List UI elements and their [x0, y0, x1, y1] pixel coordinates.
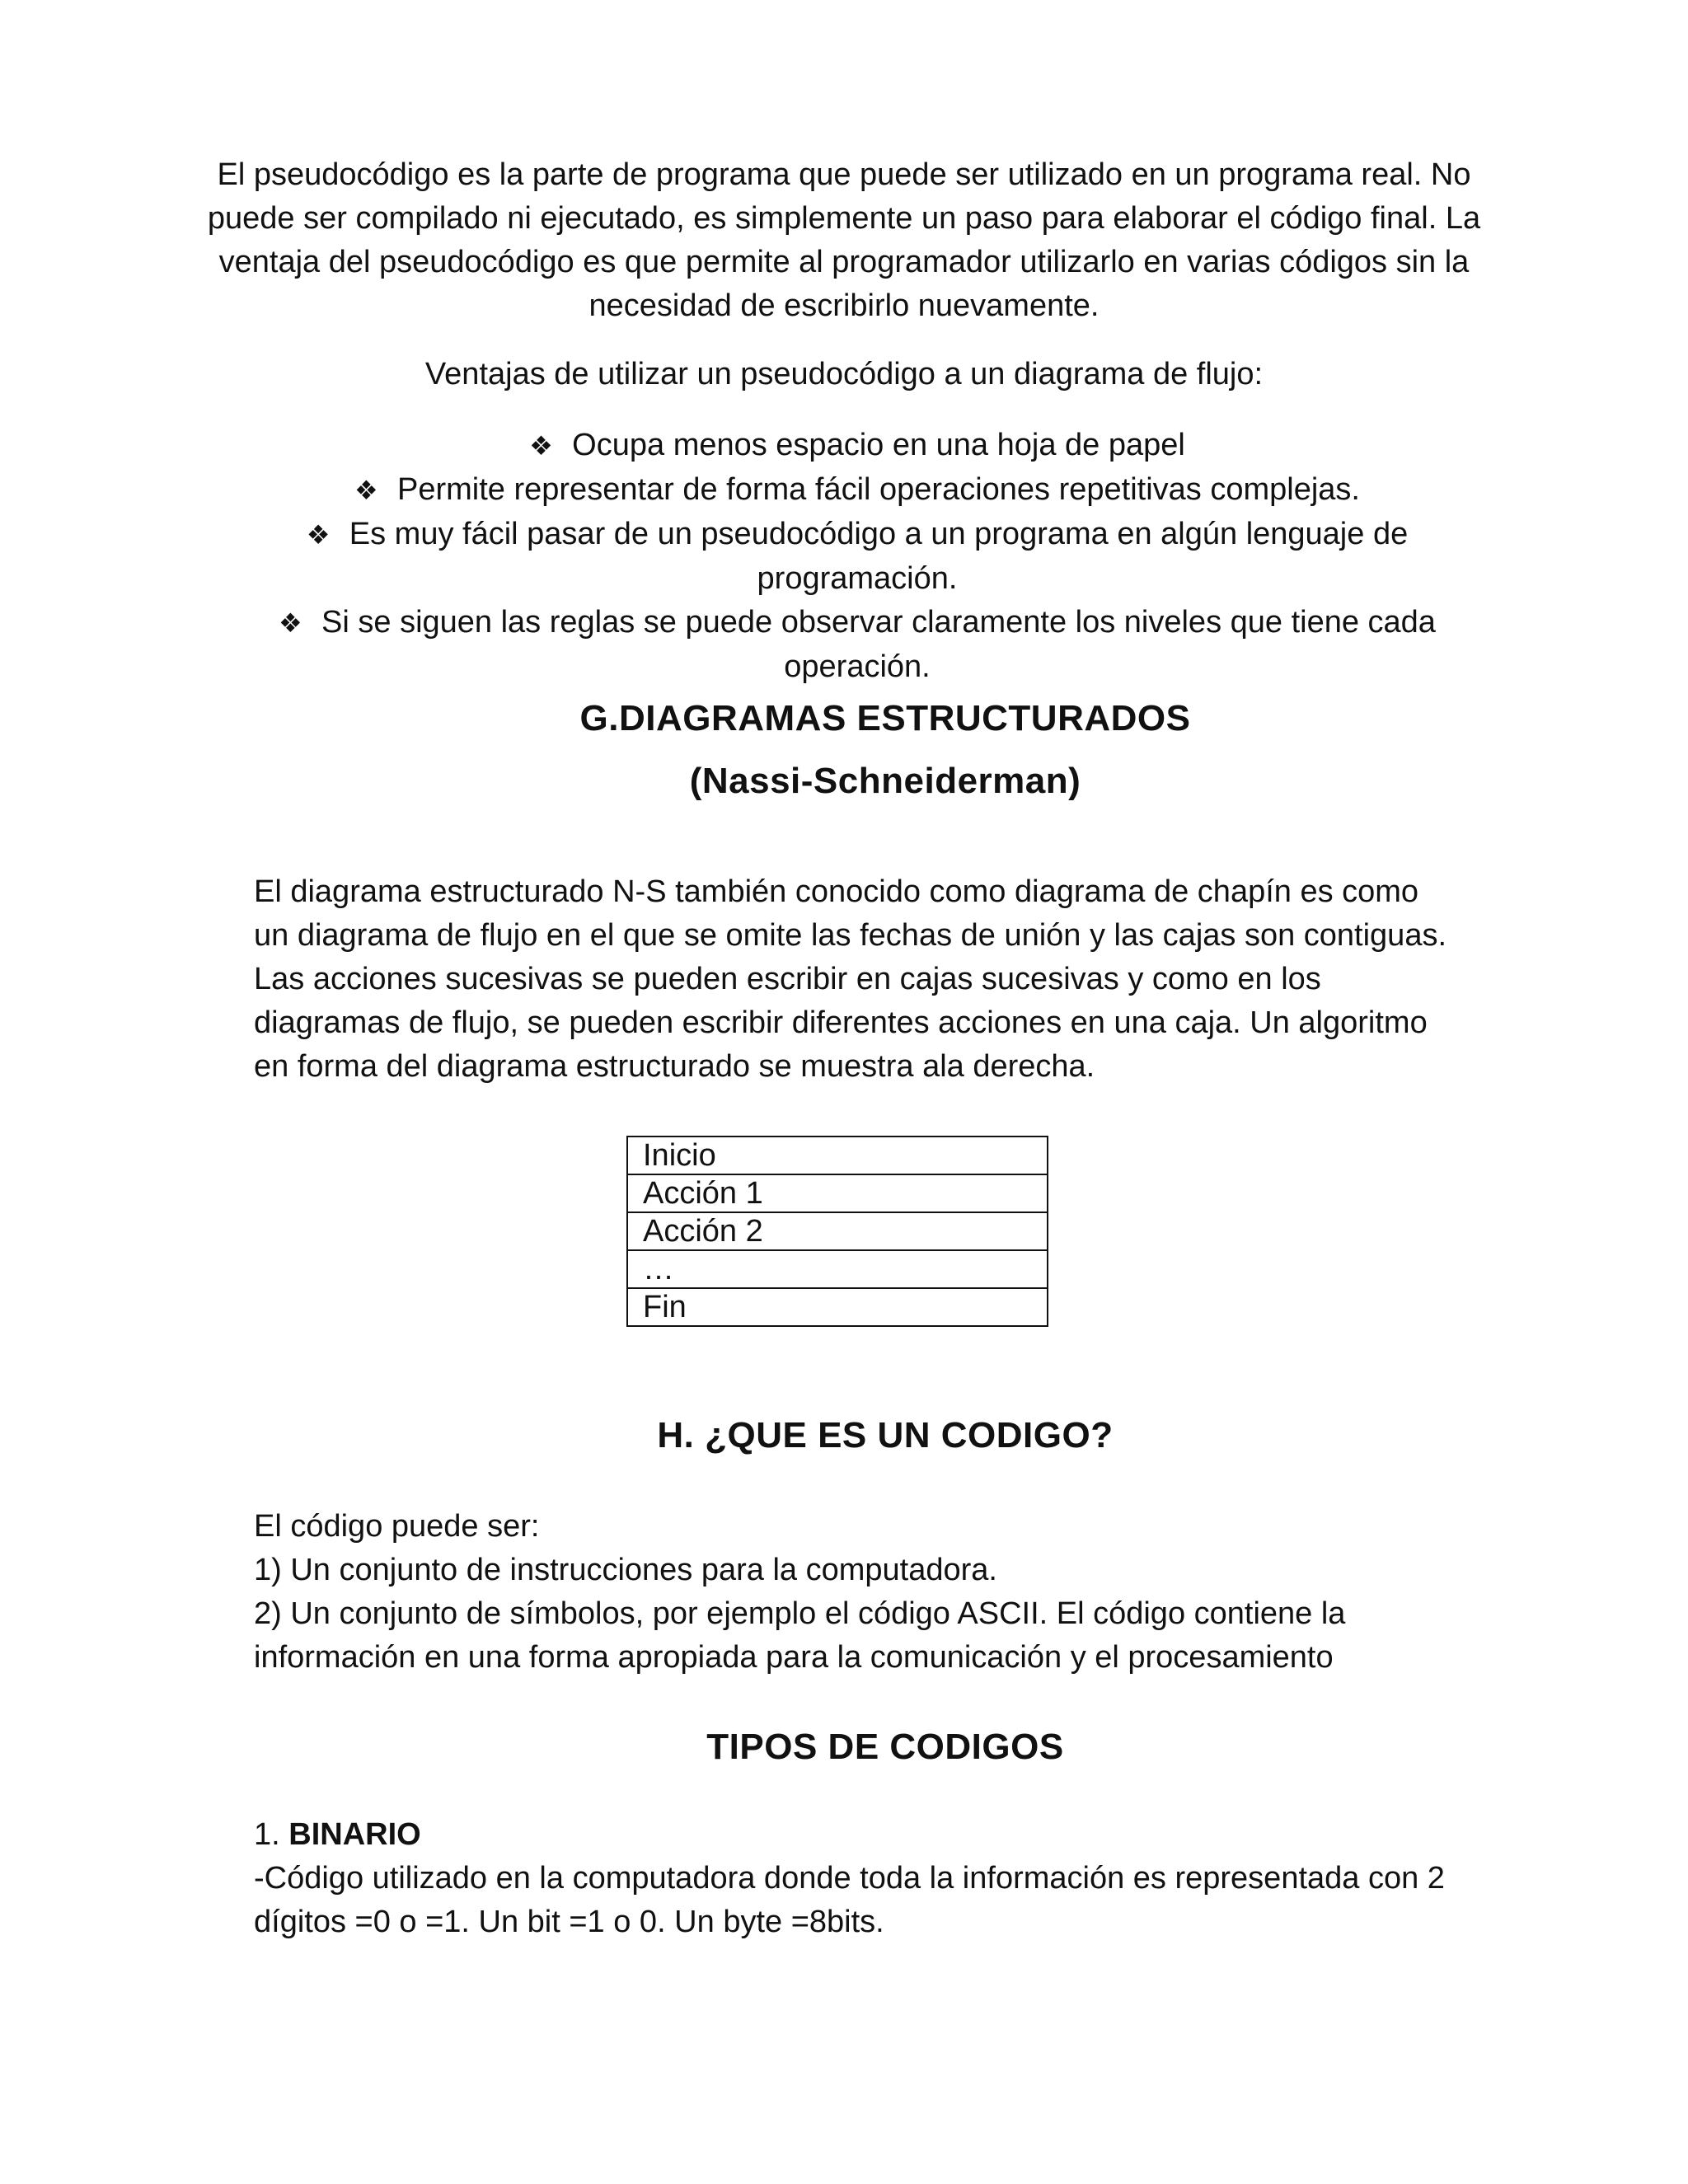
- paragraph-line: diagramas de flujo, se pueden escribir diferentes acciones en una caja. Un algoritmo: [254, 1005, 1428, 1040]
- paragraph-line: 2) Un conjunto de símbolos, por ejemplo el código ASCII. El código contiene la: [254, 1596, 1346, 1631]
- table-row: [627, 1288, 1048, 1326]
- paragraph-line: El código puede ser:: [254, 1509, 540, 1544]
- list-item: [231, 513, 1484, 601]
- list-item-text: Si se siguen las reglas se puede observar claramente los niveles que tiene cada: [321, 605, 1436, 640]
- paragraph-line: Las acciones sucesivas se pueden escribir en cajas sucesivas y como en los: [254, 962, 1321, 996]
- list-item-text: Ocupa menos espacio en una hoja de papel: [572, 428, 1185, 462]
- table-row: [627, 1174, 1048, 1212]
- intro-line: El pseudocódigo es la parte de programa que puede ser utilizado en un programa real. No: [217, 157, 1471, 192]
- binario-label: BINARIO: [288, 1817, 421, 1852]
- paragraph-line: información en una forma apropiada para la comunicación y el procesamiento: [254, 1640, 1334, 1675]
- advantages-list: [231, 424, 1484, 689]
- diagram-cell: …: [627, 1250, 1048, 1288]
- binario-heading: [254, 1813, 1523, 1857]
- intro-line: puede ser compilado ni ejecutado, es simplemente un paso para elaborar el código final. La: [207, 201, 1481, 236]
- tipos-title: TIPOS DE CODIGOS: [706, 1727, 1064, 1767]
- list-item: [231, 424, 1484, 468]
- paragraph-line: dígitos =0 o =1. Un bit =1 o 0. Un byte =8bits.: [254, 1905, 884, 1939]
- table-row: [627, 1250, 1048, 1288]
- table-row: [627, 1212, 1048, 1250]
- section-h-title: H. ¿QUE ES UN CODIGO?: [657, 1415, 1114, 1455]
- advantages-heading: Ventajas de utilizar un pseudocódigo a un diagrama de flujo:: [424, 357, 1264, 391]
- paragraph-line: en forma del diagrama estructurado se muestra ala derecha.: [254, 1049, 1095, 1084]
- diamond-bullet-icon: ❖: [279, 608, 302, 638]
- code-paragraph: [254, 1505, 1523, 1680]
- ns-paragraph: [254, 870, 1523, 1089]
- diagram-cell: Inicio: [627, 1137, 1048, 1174]
- paragraph-line: un diagrama de flujo en el que se omite las fechas de unión y las cajas son contiguas.: [254, 918, 1447, 953]
- ns-diagram-table: [626, 1136, 1048, 1327]
- paragraph-line: -Código utilizado en la computadora donde toda la información es representada con 2: [254, 1861, 1445, 1896]
- intro-paragraph: [157, 153, 1531, 328]
- diagram-cell: Acción 2: [627, 1212, 1048, 1250]
- intro-line: necesidad de escribirlo nuevamente.: [588, 288, 1100, 323]
- paragraph-line: El diagrama estructurado N-S también conocido como diagrama de chapín es como: [254, 874, 1419, 909]
- binario-number: 1.: [254, 1817, 289, 1852]
- list-item-text: Es muy fácil pasar de un pseudocódigo a un programa en algún lenguaje de: [349, 517, 1409, 551]
- paragraph-line: 1) Un conjunto de instrucciones para la computadora.: [254, 1553, 997, 1587]
- section-g-title: G.DIAGRAMAS ESTRUCTURADOS: [579, 698, 1191, 738]
- list-item: [231, 601, 1484, 689]
- diamond-bullet-icon: ❖: [529, 431, 553, 461]
- list-item-text: Permite representar de forma fácil operaciones repetitivas complejas.: [397, 472, 1360, 507]
- table-row: [627, 1137, 1048, 1174]
- list-item: [231, 468, 1484, 513]
- diamond-bullet-icon: ❖: [306, 520, 331, 550]
- list-item-text: programación.: [757, 561, 958, 596]
- diagram-cell: Fin: [627, 1288, 1048, 1326]
- diamond-bullet-icon: ❖: [354, 476, 378, 505]
- list-item-text: operación.: [784, 649, 931, 684]
- intro-line: ventaja del pseudocódigo es que permite al programador utilizarlo en varias códigos sin la: [218, 245, 1470, 279]
- section-g-subtitle: (Nassi-Schneiderman): [689, 761, 1081, 801]
- diagram-cell: Acción 1: [627, 1174, 1048, 1212]
- binario-section: [254, 1813, 1523, 1944]
